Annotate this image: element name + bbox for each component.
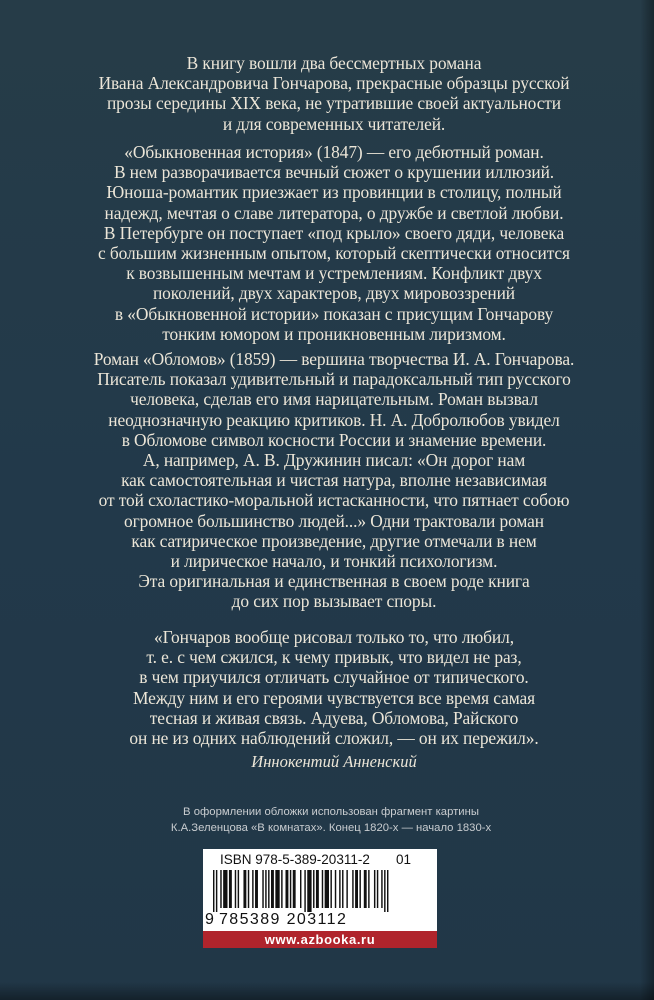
barcode-bar: [374, 870, 375, 908]
barcode-bar: [355, 870, 358, 908]
text-line: от той схоластико-моральной истасканности, что пятнает собою: [98, 490, 570, 511]
text-line: к возвышенным мечтам и устремлениям. Конфликт двух: [126, 263, 542, 284]
barcode-bar: [248, 870, 249, 908]
publisher-website[interactable]: www.azbooka.ru: [203, 931, 437, 948]
barcode-bar: [220, 870, 221, 908]
barcode-bar: [364, 870, 367, 908]
text-line: с большим жизненным опытом, который скептически относится: [98, 243, 570, 264]
quote-block: [80, 627, 588, 748]
quote-line: т. е. с чем сжился, к чему привык, что видел не раз,: [146, 647, 522, 668]
barcode-bar: [325, 870, 329, 908]
barcode-bar: [368, 870, 369, 908]
text-line: в «Обыкновенной истории» показан с присущим Гончарову: [114, 303, 554, 324]
barcode-bar: [262, 870, 263, 908]
barcode-bar: [313, 870, 314, 908]
quote-line: «Гончаров вообще рисовал только то, что любил,: [154, 627, 514, 647]
isbn-barcode: [203, 849, 437, 931]
quote-line: он не из одних наблюдений сложил, — он их пережил».: [129, 728, 539, 749]
barcode-bar: [339, 870, 340, 908]
barcode-bar: [286, 870, 289, 908]
barcode-bar: [252, 870, 253, 908]
text-line: Роман «Обломов» (1859) — вершина творчества И. А. Гончарова.: [93, 349, 575, 369]
barcode-bar: [300, 870, 301, 908]
barcode-addon-number: 01: [396, 852, 412, 867]
text-line: до сих пор вызывает споры.: [231, 591, 437, 612]
quote-line: Между ним и его героями чувствуется все время самая: [132, 687, 536, 708]
paragraph-ordinary-story: [80, 142, 588, 344]
barcode-bar: [281, 870, 282, 908]
barcode-bar: [271, 870, 274, 908]
barcode-bar: [381, 870, 382, 908]
barcode-bar: [235, 870, 236, 908]
barcode-bar: [316, 870, 319, 908]
barcode-digits: 785389 203112: [219, 911, 348, 928]
barcode-bar: [275, 870, 279, 908]
paragraph-intro: [80, 53, 588, 134]
text-line: Писатель показал удивительный и парадоксальный тип русского: [97, 369, 571, 390]
barcode-bar: [322, 870, 323, 908]
barcode-bar: [290, 870, 291, 908]
cover-bottom-shadow: [0, 982, 654, 1000]
quote-line: в чем приучился отличать случайное от типического.: [139, 667, 529, 688]
text-line: Юноша-романтик приезжает из провинции в столицу, полный: [106, 182, 562, 203]
barcode-bars-graphic: [213, 870, 429, 912]
text-line: в Обломове символ косности России и знамение времени.: [121, 429, 547, 450]
text-line: тонким юмором и проникновенным лиризмом.: [162, 323, 506, 344]
cover-edge-shadow: [640, 0, 654, 1000]
barcode-first-digit: 9: [205, 911, 214, 928]
text-line: и для современных читателей.: [222, 113, 446, 134]
barcode-bar: [352, 870, 353, 908]
text-line: как сатирическое произведение, другие отмечали в нем: [131, 530, 537, 551]
barcode-bar: [330, 870, 331, 908]
text-line: Эта оригинальная и единственная в своем роде книга: [138, 571, 530, 592]
cover-credit-line: К.А.Зеленцова «В комнатах». Конец 1820-х — начало 1830-х: [170, 822, 492, 834]
barcode-bar: [342, 870, 343, 908]
cover-credit-line: В оформлении обложки использован фрагмент картины: [183, 806, 479, 818]
text-line: В Петербурге он поступает «под крыло» своего дяди, человека: [103, 222, 565, 243]
barcode-bar: [223, 870, 227, 908]
text-line: прозы середины XIX века, не утратившие своей актуальности: [106, 93, 562, 114]
barcode-bar: [216, 870, 217, 912]
barcode-bar: [377, 870, 378, 908]
barcode-bar: [387, 870, 388, 912]
text-line: и лирическое начало, и тонкий психологизм.: [170, 551, 498, 572]
barcode-bar: [335, 870, 336, 908]
text-line: поколений, двух характеров, двух мировоззрений: [152, 283, 516, 304]
text-line: «Обыкновенная история» (1847) — его дебютный роман.: [124, 142, 544, 162]
text-line: В нем разворачивается вечный сюжет о крушении иллюзий.: [113, 162, 555, 183]
isbn-label: ISBN 978-5-389-20311-2: [220, 852, 370, 867]
barcode-bar: [238, 870, 239, 908]
text-line: В книгу вошли два бессмертных романа: [186, 53, 482, 73]
barcode-bar: [229, 870, 232, 908]
text-line: Ивана Александровича Гончарова, прекрасные образцы русской: [98, 73, 570, 94]
barcode-bar: [359, 870, 360, 908]
barcode-bar: [255, 870, 258, 908]
barcode-bar: [243, 870, 246, 908]
barcode-bar: [293, 870, 296, 908]
barcode-bar: [384, 870, 385, 912]
barcode-bar: [304, 870, 305, 912]
text-line: А, например, А. В. Дружинин писал: «Он дорог нам: [142, 450, 526, 471]
quote-author: Иннокентий Анненский: [251, 752, 417, 771]
text-line: огромное большинство людей...» Одни трактовали роман: [124, 510, 544, 531]
quote-line: тесная и живая связь. Адуева, Обломова, Райского: [149, 707, 519, 728]
barcode-bar: [265, 870, 266, 908]
barcode-bar: [213, 870, 214, 912]
barcode-bar: [307, 870, 311, 912]
barcode-bar: [268, 870, 269, 908]
barcode-bar: [346, 870, 347, 908]
text-line: надежд, мечтая о славе литератора, о дружбе и светлой любви.: [104, 202, 564, 223]
text-line: как самостоятельная и чистая натура, вполне независимая: [121, 470, 547, 491]
text-line: человека, сделав его имя нарицательным. Роман вызвал: [130, 389, 538, 410]
text-line: неоднозначную реакцию критиков. Н. А. Добролюбов увидел: [108, 409, 560, 430]
paragraph-oblomov: [80, 349, 588, 612]
